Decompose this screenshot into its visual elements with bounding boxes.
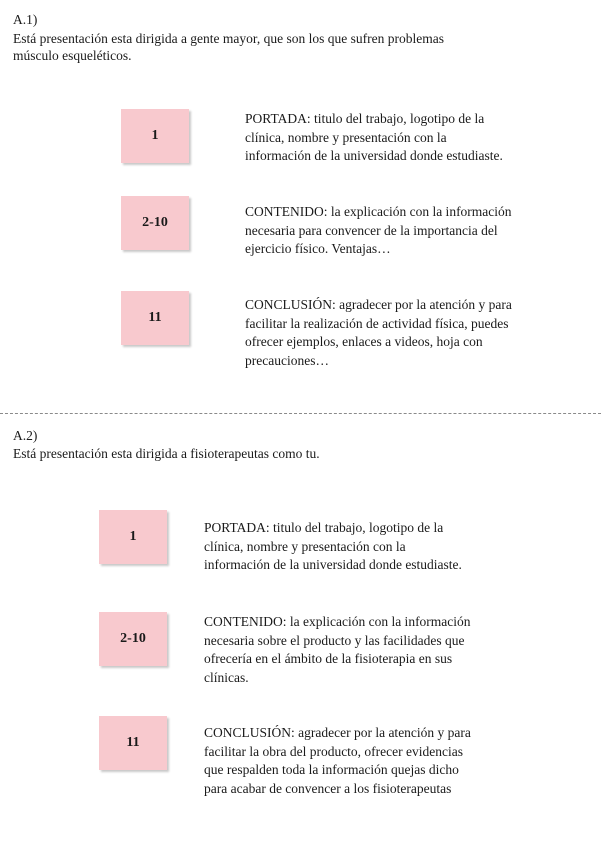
slide-number-box: 2-10	[99, 612, 167, 666]
description-line: ofrecería en el ámbito de la fisioterapia en sus	[204, 651, 453, 666]
section-a1-heading: A.1)	[13, 12, 38, 27]
description-line: CONCLUSIÓN: agradecer por la atención y para	[245, 297, 512, 312]
slide-description	[204, 519, 534, 575]
slide-number-box: 1	[99, 510, 167, 564]
description-line: PORTADA: titulo del trabajo, logotipo de la	[204, 520, 444, 535]
section-a1-intro-line1: Está presentación esta dirigida a gente mayor, que son los que sufren problemas	[13, 31, 444, 46]
description-line: CONTENIDO: la explicación con la información	[245, 204, 512, 219]
description-line: ejercicio físico. Ventajas…	[245, 241, 391, 256]
description-line: ofrecer ejemplos, enlaces a videos, hoja con	[245, 334, 483, 349]
description-line: facilitar la obra del producto, ofrecer evidencias	[204, 743, 463, 759]
section-a1-intro	[13, 30, 573, 64]
section-a2-heading: A.2)	[13, 428, 38, 443]
slide-number-box: 2-10	[121, 196, 189, 250]
description-line: información de la universidad donde estudiaste.	[204, 557, 462, 572]
slide-description	[245, 110, 575, 166]
slide-description	[204, 613, 534, 687]
section-a2-intro: Está presentación esta dirigida a fisioterapeutas como tu.	[13, 446, 320, 461]
description-line: clínica, nombre y presentación con la	[204, 538, 406, 554]
slide-number-box: 11	[99, 716, 167, 770]
slide-description	[245, 203, 575, 259]
description-line: facilitar la realización de actividad física, puedes	[245, 315, 509, 331]
description-line: necesaria sobre el producto y las facilidades que	[204, 632, 465, 648]
description-line: clínica, nombre y presentación con la	[245, 129, 447, 145]
section-a1-intro-line2: músculo esqueléticos.	[13, 48, 132, 63]
slide-description	[204, 724, 534, 798]
description-line: clínicas.	[204, 669, 249, 685]
description-line: que respalden toda la información quejas dicho	[204, 762, 459, 777]
slide-number-box: 11	[121, 291, 189, 345]
description-line: información de la universidad donde estudiaste.	[245, 148, 503, 163]
description-line: necesaria para convencer de la importancia del	[245, 222, 498, 238]
description-line: CONTENIDO: la explicación con la información	[204, 614, 471, 629]
description-line: precauciones…	[245, 352, 329, 368]
section-divider	[0, 413, 601, 414]
description-line: CONCLUSIÓN: agradecer por la atención y para	[204, 725, 471, 740]
description-line: PORTADA: titulo del trabajo, logotipo de la	[245, 111, 485, 126]
description-line: para acabar de convencer a los fisioterapeutas	[204, 780, 452, 796]
slide-number-box: 1	[121, 109, 189, 163]
slide-description	[245, 296, 575, 370]
